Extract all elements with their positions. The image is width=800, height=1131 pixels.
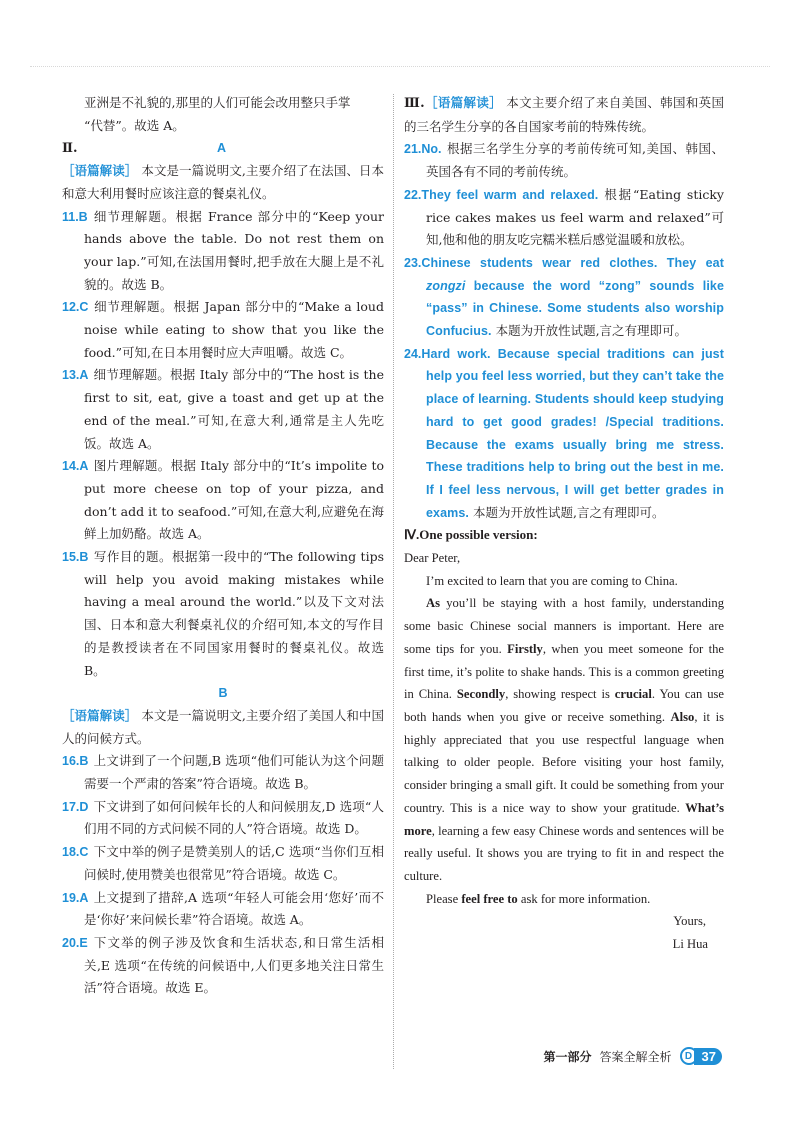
letter-salutation: Dear Peter, bbox=[404, 551, 461, 566]
answer-item: 17.D 下文讲到了如何问候年长的人和问候朋友,D 选项“人们用不同的方式问候不同的人”符合语境。故选 D。 bbox=[62, 798, 384, 837]
discourse-summary-a: ［语篇解读］ 本文是一篇说明文,主要介绍了在法国、日本和意大利用餐时应该注意的餐桌礼仪。 bbox=[62, 163, 384, 201]
intro-text: 亚洲是不礼貌的,那里的人们可能会改用整只手掌 “代替”。故选 A。 bbox=[84, 95, 351, 133]
discourse-tag: ［语篇解读］ bbox=[62, 708, 138, 723]
discourse-summary-b: ［语篇解读］ 本文是一篇说明文,主要介绍了美国人和中国人的问候方式。 bbox=[62, 707, 384, 746]
answer-item: 20.E 下文举的例子涉及饮食和生活状态,和日常生活相关,E 选项“在传统的问候语中,人们更多地关注日常生活”符合语境。故选 E。 bbox=[62, 934, 384, 996]
letter-signature: Li Hua bbox=[672, 937, 708, 952]
answer-item: 14.A 图片理解题。根据 Italy 部分中的“It’s impolite to put more cheese on top of your pizza, and don’t add it to seafood.”可知,在意大利,应避免在海鲜上加奶酪。故选 A。 bbox=[62, 458, 384, 542]
section-heading-4: Ⅳ.One possible version: bbox=[404, 527, 538, 543]
column-divider bbox=[393, 94, 394, 1069]
right-column bbox=[404, 92, 724, 956]
footer-title: 答案全解全析 bbox=[599, 1049, 672, 1064]
answer-item: 18.C 下文中举的例子是赞美别人的话,C 选项“当你们互相问候时,使用赞美也很常见”符合语境。故选 C。 bbox=[62, 844, 384, 882]
left-column bbox=[62, 92, 384, 1000]
answer-item: 22.They feel warm and relaxed. 根据“Eating sticky rice cakes makes us feel warm and relaxed”可知,他和他的朋友吃完糯米糕后感觉温暖和放松。 bbox=[404, 186, 724, 248]
answer-item: 19.A 上文提到了措辞,A 选项“年轻人可能会用‘您好’而不是‘你好’来问候长辈”符合语境。故选 A。 bbox=[62, 889, 384, 928]
letter-closing: Yours, bbox=[673, 914, 706, 929]
answer-item: 16.B 上文讲到了一个问题,B 选项“他们可能认为这个问题需要一个严肃的答案”符合语境。故选 B。 bbox=[62, 753, 384, 792]
discourse-summary-3: Ⅲ.［语篇解读］ 本文主要介绍了来自美国、韩国和英国的三名学生分享的各自国家考前的特殊传统。 bbox=[404, 95, 724, 134]
letter-paragraph: I’m excited to learn that you are coming to China. bbox=[426, 573, 678, 588]
answer-item: 23.Chinese students wear red clothes. They eat zongzi because the word “zong” sounds like “pass” in Chinese. Some students also worship Confucius. 本题为开放性试题,言之有理即可。 bbox=[404, 255, 724, 339]
letter-paragraph: As you’ll be staying with a host family, understanding some basic Chinese social manners is important. Here are some tips for you. Firstly, when you meet someone for the first time, it’s polite to shake hands. This is a common greeting in China. Secondly, showing respect is crucial. You can use both hands when you give or receive something. Also, it is highly appreciated that you use respectful language when talking to older people. Before visiting your host family, consider bringing a small gift. It could be something from your country. This is a nice way to show your gratitude. What’s more, learning a few easy Chinese words and sentences will be really useful. It shows you are trying to fit in and respect the culture. bbox=[404, 596, 725, 883]
page-footer bbox=[544, 1047, 723, 1065]
grade-letter-badge: D bbox=[680, 1047, 698, 1065]
letter-paragraph: Please feel free to ask for more information. bbox=[426, 891, 651, 906]
page-number: 37 bbox=[694, 1048, 722, 1065]
footer-section: 第一部分 bbox=[543, 1049, 592, 1064]
sample-letter bbox=[404, 524, 724, 955]
answer-item: 11.B 细节理解题。根据 France 部分中的“Keep your hands above the table. Do not rest them on your lap.”可知,在法国用餐时,把手放在大腿上是不礼貌的。故选 B。 bbox=[62, 208, 384, 292]
answer-item: 15.B 写作目的题。根据第一段中的“The following tips will help you avoid making mistakes while having a meal around the world.”以及下文对法国、日本和意大利餐桌礼仪的介绍可知,本文的写作目的是教授读者在不同国家用餐时的餐桌礼仪。故选 B。 bbox=[62, 549, 384, 678]
answer-item: 21.No. 根据三名学生分享的考前传统可知,美国、韩国、英国各有不同的考前传统。 bbox=[404, 141, 724, 180]
page-number-badge bbox=[680, 1047, 722, 1065]
part-heading-b: B bbox=[218, 686, 228, 701]
section-number: Ⅱ. bbox=[62, 141, 78, 157]
part-heading-a: A bbox=[217, 141, 227, 156]
answer-item: 12.C 细节理解题。根据 Japan 部分中的“Make a loud noise while eating to show that you like the food.”可知,在日本用餐时应大声咀嚼。故选 C。 bbox=[62, 299, 384, 360]
discourse-tag: ［语篇解读］ bbox=[62, 164, 138, 179]
answer-item: 24.Hard work. Because special traditions can just help you feel less worried, but they can’t take the place of learning. Students should keep studying hard to get good grades! /Special traditions. Because the exams usually bring me stress. These traditions help to bring out the best in me. If I feel less nervous, I will get better grades in exams. 本题为开放性试题,言之有理即可。 bbox=[404, 346, 724, 520]
section-number: Ⅲ. bbox=[404, 96, 425, 111]
part-heading-b-row bbox=[62, 682, 384, 705]
top-rule bbox=[30, 66, 770, 67]
section-heading bbox=[62, 137, 384, 160]
answer-item: 13.A 细节理解题。根据 Italy 部分中的“The host is the first to sit, eat, give a toast and get up at the end of the meal.”可知,在意大利,通常是主人先吃饭。故选 A。 bbox=[62, 367, 384, 451]
discourse-tag: ［语篇解读］ bbox=[424, 96, 502, 110]
